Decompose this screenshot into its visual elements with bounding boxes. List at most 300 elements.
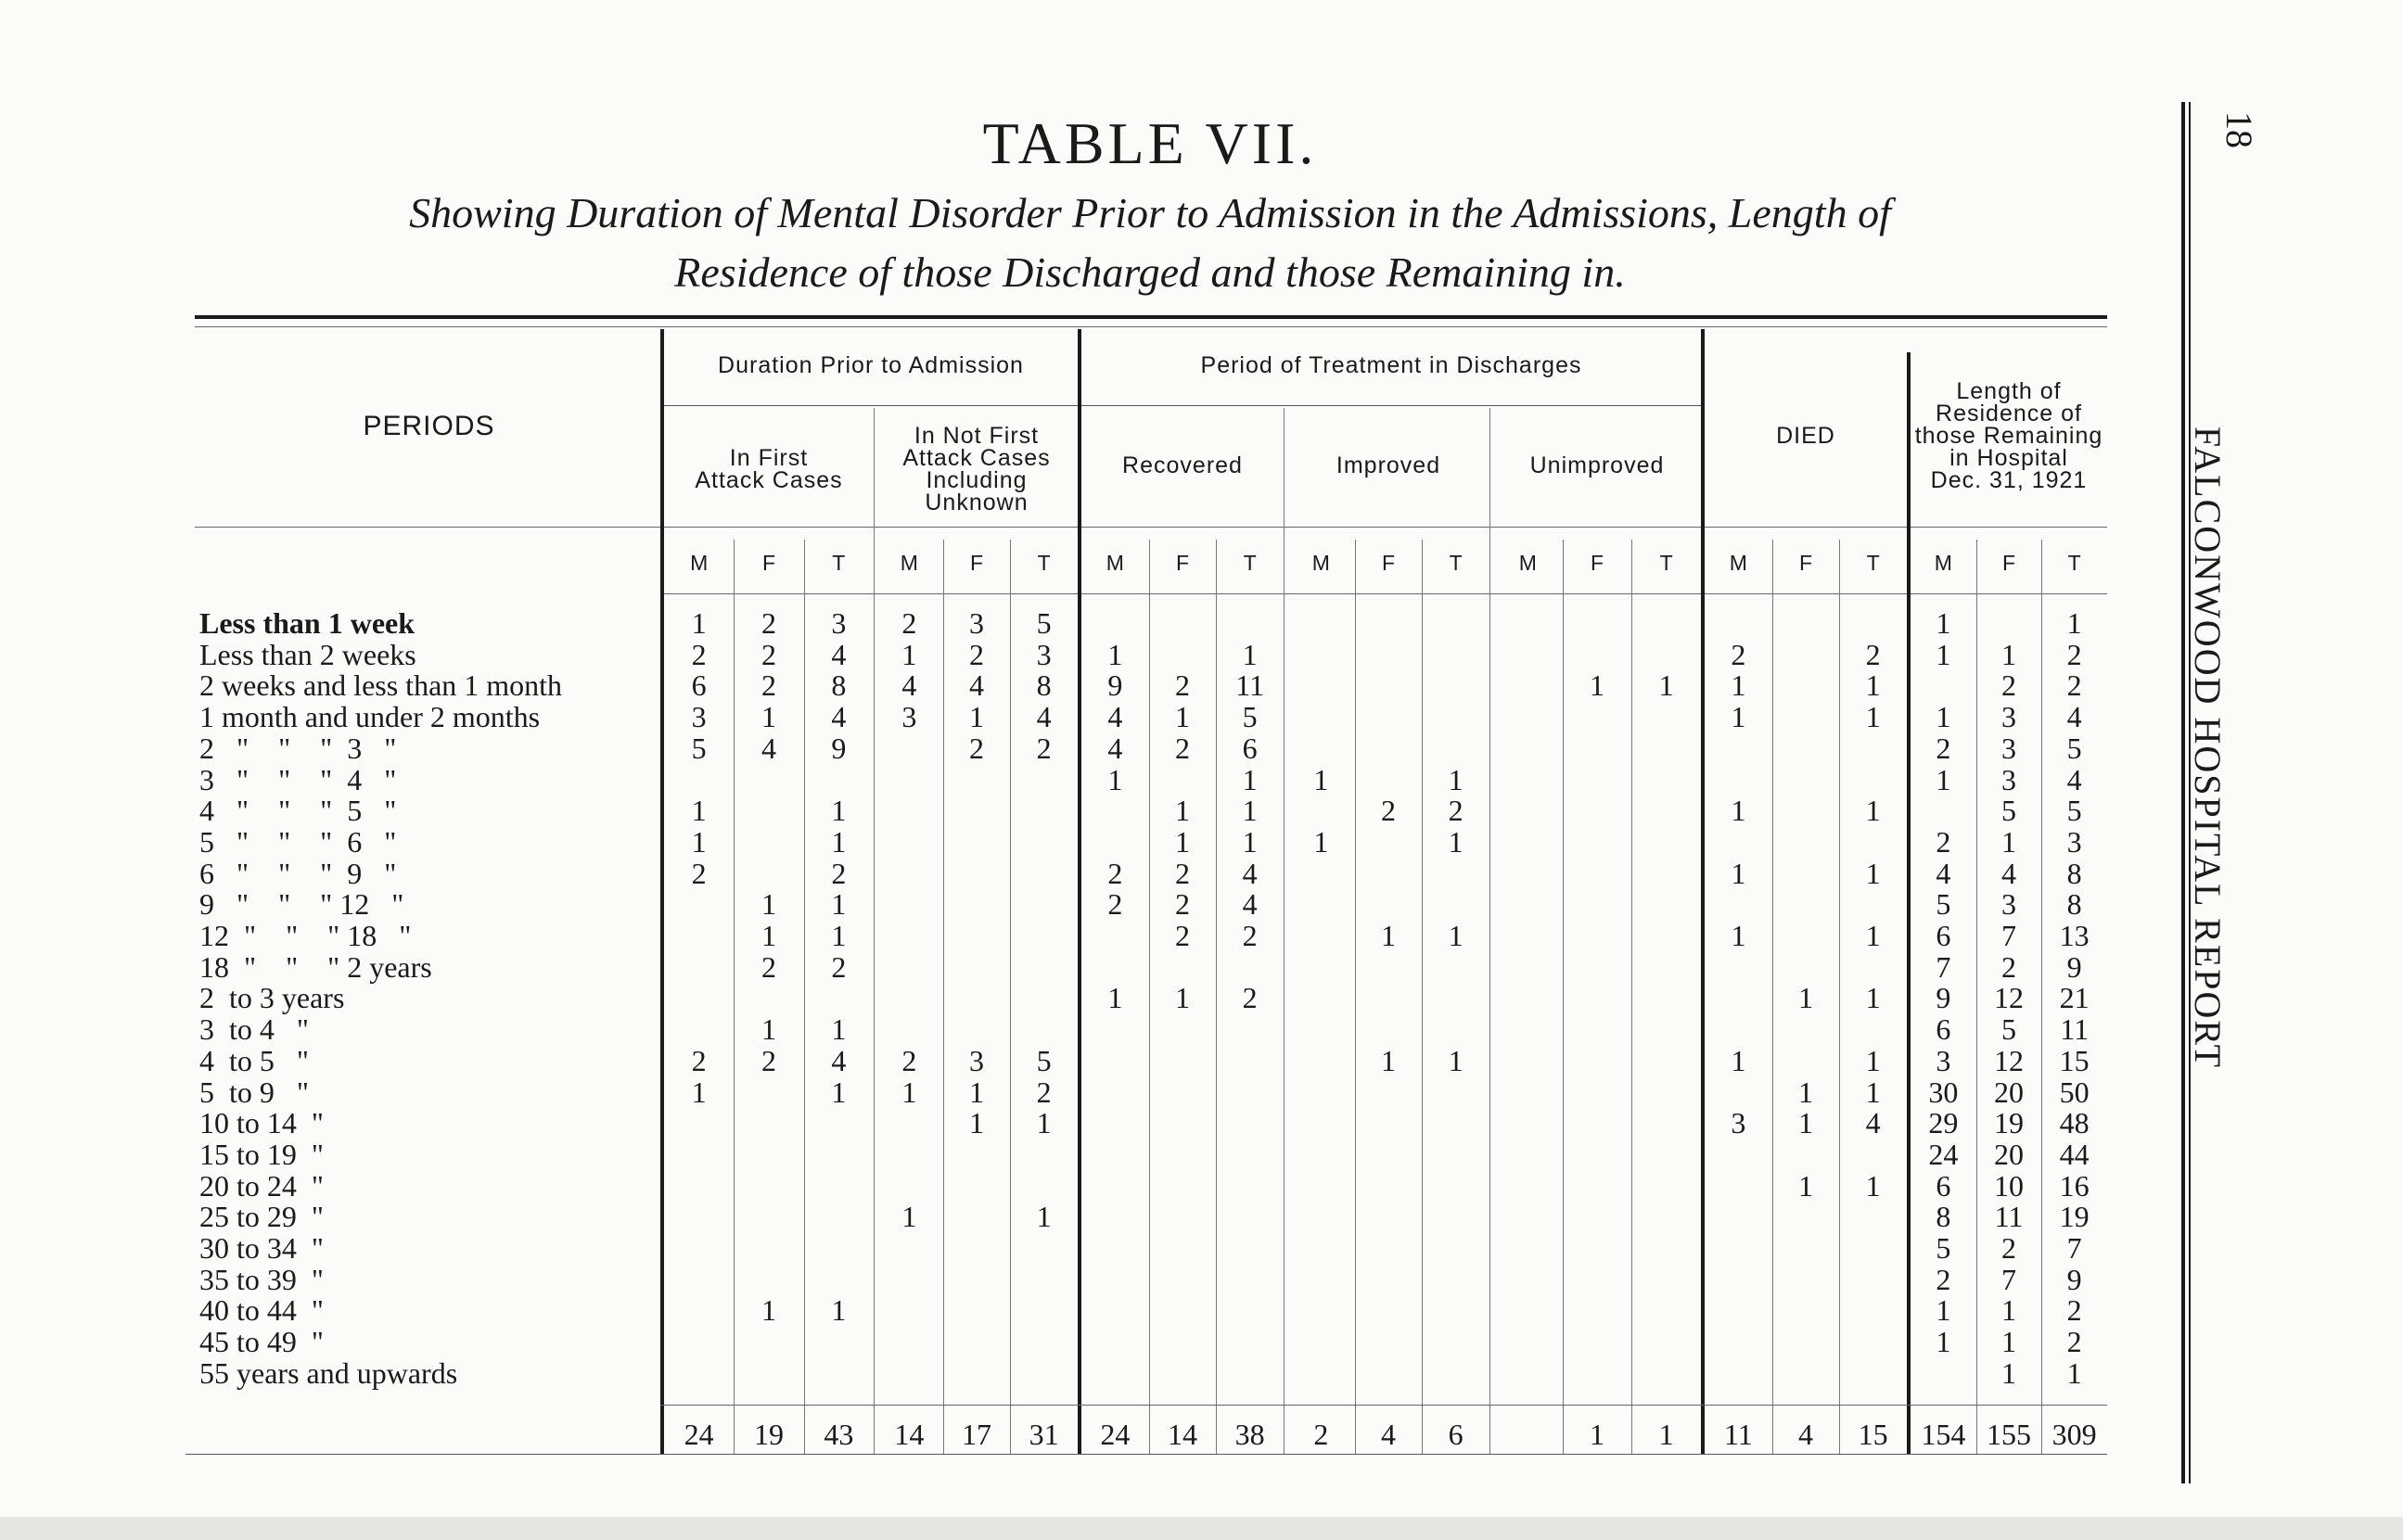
total-cell: 1 — [1590, 1418, 1604, 1451]
table-cell: 1 — [1731, 794, 1746, 828]
table-cell: 1 — [1107, 637, 1123, 671]
recovered-header: Recovered — [1122, 452, 1243, 478]
table-cell: 4 — [969, 668, 984, 703]
table-cell: 2 — [1036, 1075, 1052, 1109]
scan-edge — [0, 1517, 2403, 1540]
table-cell: 1 — [1036, 1106, 1052, 1140]
table-cell: 9 — [1936, 981, 1951, 1015]
table-cell: 2 — [691, 856, 707, 890]
length-residence-header — [1911, 380, 2107, 491]
col-header-11: T — [1449, 551, 1463, 575]
table-cell: 44 — [2059, 1137, 2090, 1171]
table-cell: 1 — [831, 919, 847, 952]
table-cell: 4 — [831, 637, 847, 671]
first-attack-header — [664, 447, 874, 491]
table-cell: 12 — [1994, 1043, 2024, 1077]
period-label: 1 month and under 2 months — [199, 700, 541, 734]
length-line-4: in Hospital — [1949, 445, 2068, 471]
column-divider — [1422, 540, 1423, 1454]
col-header-17: T — [1866, 551, 1880, 575]
table-cell: 1 — [1865, 1168, 1881, 1203]
table-cell: 13 — [2059, 919, 2090, 952]
table-cell: 2 — [2001, 949, 2016, 984]
table-cell: 3 — [969, 606, 984, 640]
side-running-title: FALCONWOOD HOSPITAL REPORT — [2187, 426, 2229, 1070]
period-label: 25 to 29 " — [199, 1200, 324, 1234]
table-cell: 6 — [1242, 731, 1258, 765]
table-cell: 1 — [969, 700, 984, 734]
table-cell: 1 — [1865, 856, 1881, 890]
col-header-8: T — [1243, 551, 1257, 575]
table-cell: 10 — [1994, 1168, 2024, 1203]
table-cell: 1 — [1381, 919, 1396, 952]
table-cell: 20 — [1994, 1137, 2024, 1171]
table-cell: 4 — [831, 700, 847, 734]
table-cell: 2 — [1036, 731, 1052, 765]
table-cell: 2 — [761, 606, 776, 640]
table-cell: 1 — [761, 919, 776, 952]
table-cell: 3 — [2001, 762, 2016, 796]
table-cell: 20 — [1994, 1075, 2024, 1109]
table-cell: 2 — [1242, 981, 1258, 1015]
group-divider — [1701, 329, 1705, 1454]
table-cell: 5 — [2001, 794, 2016, 828]
total-cell: 31 — [1029, 1418, 1059, 1451]
period-label: 40 to 44 " — [199, 1293, 324, 1328]
table-cell: 1 — [1242, 762, 1258, 796]
group-divider — [1078, 329, 1081, 1454]
column-divider — [734, 540, 735, 1454]
table-cell: 24 — [1928, 1137, 1959, 1171]
table-cell: 2 — [1865, 637, 1881, 671]
table-cell: 3 — [2066, 824, 2082, 859]
column-divider — [943, 540, 944, 1454]
table-cell: 1 — [1865, 794, 1881, 828]
table-cell: 2 — [2001, 1231, 2016, 1265]
table-cell: 16 — [2059, 1168, 2090, 1203]
column-divider — [1563, 540, 1564, 1454]
table-cell: 4 — [761, 731, 776, 765]
table-cell: 2 — [761, 668, 776, 703]
table-cell: 2 — [1381, 794, 1396, 828]
table-cell: 1 — [1865, 700, 1881, 734]
died-header: DIED — [1776, 423, 1835, 449]
table-cell: 1 — [691, 794, 707, 828]
periods-header: PERIODS — [363, 411, 495, 441]
table-cell: 4 — [831, 1043, 847, 1077]
col-header-0: M — [690, 551, 709, 575]
table-cell: 1 — [1107, 981, 1123, 1015]
period-label: Less than 1 week — [199, 606, 415, 640]
table-cell: 1 — [1936, 1325, 1951, 1359]
period-label: 20 to 24 " — [199, 1168, 324, 1203]
table-cell: 4 — [1107, 700, 1123, 734]
table-cell: 1 — [2001, 1325, 2016, 1359]
table-cell: 1 — [969, 1106, 984, 1140]
table-cell: 2 — [691, 1043, 707, 1077]
table-cell: 2 — [901, 1043, 917, 1077]
total-cell: 154 — [1921, 1418, 1966, 1451]
table-cell: 1 — [1313, 762, 1329, 796]
table-cell: 21 — [2059, 981, 2090, 1015]
table-cell: 1 — [1936, 762, 1951, 796]
table-cell: 8 — [1036, 668, 1052, 703]
table-cell: 2 — [1731, 637, 1746, 671]
table-cell: 1 — [1175, 824, 1190, 859]
length-line-2: Residence of — [1936, 401, 2082, 426]
table-cell: 2 — [1936, 824, 1951, 859]
not-first-line-3: Including — [926, 467, 1028, 493]
table-cell: 5 — [2066, 731, 2082, 765]
table-cell: 2 — [831, 949, 847, 984]
table-cell: 2 — [831, 856, 847, 890]
table-cell: 1 — [1865, 981, 1881, 1015]
table-cell: 4 — [1242, 856, 1258, 890]
total-cell: 14 — [894, 1418, 925, 1451]
col-header-3: M — [900, 551, 918, 575]
table-cell: 1 — [1731, 919, 1746, 952]
table-cell: 2 — [1107, 856, 1123, 890]
table-cell: 1 — [831, 1293, 847, 1328]
table-cell: 2 — [2066, 1325, 2082, 1359]
table-cell: 3 — [1936, 1043, 1951, 1077]
table-cell: 3 — [2001, 731, 2016, 765]
col-header-4: F — [969, 551, 984, 575]
table-cell: 1 — [1175, 981, 1190, 1015]
column-divider — [1631, 540, 1632, 1454]
table-cell: 8 — [2066, 856, 2082, 890]
table-cell: 4 — [1036, 700, 1052, 734]
table-cell: 5 — [1036, 1043, 1052, 1077]
table-cell: 1 — [1731, 1043, 1746, 1077]
table-cell: 1 — [1798, 981, 1813, 1015]
total-cell: 24 — [1100, 1418, 1131, 1451]
period-label: 15 to 19 " — [199, 1137, 324, 1171]
table-cell: 1 — [2001, 637, 2016, 671]
table-cell: 6 — [1936, 1168, 1951, 1203]
not-first-line-4: Unknown — [925, 490, 1029, 515]
table-cell: 4 — [1865, 1106, 1881, 1140]
column-divider — [1976, 540, 1977, 1454]
column-divider — [1216, 540, 1217, 1454]
table-cell: 3 — [831, 606, 847, 640]
table-cell: 48 — [2059, 1106, 2090, 1140]
total-cell: 17 — [962, 1418, 991, 1451]
table-cell: 7 — [2001, 919, 2016, 952]
total-cell: 24 — [684, 1418, 714, 1451]
column-divider — [804, 540, 805, 1454]
first-attack-line-2: Attack Cases — [695, 467, 843, 493]
table-cell: 1 — [691, 824, 707, 859]
table-cell: 5 — [691, 731, 707, 765]
column-divider — [1284, 408, 1285, 1454]
col-header-15: M — [1729, 551, 1747, 575]
table-cell: 9 — [2066, 1262, 2082, 1296]
table-cell: 2 — [901, 606, 917, 640]
table-cell: 1 — [1936, 637, 1951, 671]
col-header-5: T — [1037, 551, 1051, 575]
col-header-2: T — [832, 551, 846, 575]
not-first-line-2: Attack Cases — [902, 445, 1051, 471]
table-cell: 4 — [2066, 762, 2082, 796]
table-cell: 4 — [1242, 887, 1258, 922]
subtitle-line-1: Showing Duration of Mental Disorder Prior to Admission in the Admissions, Length of — [409, 189, 1891, 236]
table-cell: 6 — [1936, 919, 1951, 952]
top-rule-thin — [195, 326, 2107, 327]
table-cell: 2 — [1936, 731, 1951, 765]
table-cell: 5 — [1936, 887, 1951, 922]
period-label: 4 to 5 " — [199, 1043, 309, 1077]
table-cell: 7 — [2001, 1262, 2016, 1296]
period-label: 5 " " " 6 " — [199, 824, 397, 859]
table-cell: 1 — [1036, 1200, 1052, 1234]
table-cell: 4 — [1107, 731, 1123, 765]
length-line-1: Length of — [1956, 378, 2062, 404]
table-cell: 1 — [1242, 794, 1258, 828]
total-cell: 6 — [1448, 1418, 1464, 1451]
duration-prior-header: Duration Prior to Admission — [718, 352, 1024, 378]
bottom-rule — [185, 1454, 2107, 1455]
table-cell: 1 — [1865, 668, 1881, 703]
period-label: 6 " " " 9 " — [199, 856, 397, 890]
table-cell: 2 — [761, 1043, 776, 1077]
table-cell: 8 — [2066, 887, 2082, 922]
col-header-7: F — [1175, 551, 1190, 575]
table-cell: 1 — [901, 1075, 917, 1109]
table-cell: 9 — [2066, 949, 2082, 984]
period-label: 2 " " " 3 " — [199, 731, 397, 765]
table-subtitle — [241, 184, 2059, 302]
table-cell: 1 — [831, 1075, 847, 1109]
period-label: 30 to 34 " — [199, 1231, 324, 1265]
table-cell: 1 — [1242, 824, 1258, 859]
table-cell: 1 — [1865, 1043, 1881, 1077]
table-cell: 1 — [1590, 668, 1604, 703]
table-cell: 3 — [969, 1043, 984, 1077]
table-cell: 2 — [969, 637, 984, 671]
table-cell: 9 — [1107, 668, 1123, 703]
table-cell: 1 — [1448, 824, 1464, 859]
period-treatment-header: Period of Treatment in Discharges — [1200, 352, 1582, 378]
table-cell: 11 — [1994, 1200, 2024, 1234]
table-cell: 1 — [1936, 606, 1951, 640]
table-cell: 1 — [2066, 1355, 2082, 1390]
table-cell: 1 — [1175, 700, 1190, 734]
table-cell: 2 — [761, 949, 776, 984]
table-cell: 2 — [1448, 794, 1464, 828]
length-line-5: Dec. 31, 1921 — [1930, 467, 2088, 493]
table-cell: 11 — [1235, 668, 1265, 703]
subtitle-line-2: Residence of those Discharged and those Remaining in. — [674, 248, 1626, 296]
period-label: 18 " " " 2 years — [199, 949, 432, 984]
period-label: 3 to 4 " — [199, 1012, 309, 1047]
table-cell: 4 — [1936, 856, 1951, 890]
col-header-9: M — [1311, 551, 1330, 575]
total-cell: 43 — [824, 1418, 854, 1451]
table-cell: 1 — [901, 1200, 917, 1234]
table-cell: 1 — [1381, 1043, 1396, 1077]
period-label: 9 " " " 12 " — [199, 887, 404, 922]
col-header-13: F — [1590, 551, 1604, 575]
table-cell: 2 — [1175, 856, 1190, 890]
table-cell: 5 — [1036, 606, 1052, 640]
total-cell: 19 — [754, 1418, 784, 1451]
total-cell: 38 — [1234, 1418, 1265, 1451]
total-cell: 1 — [1658, 1418, 1674, 1451]
table-cell: 7 — [2066, 1231, 2082, 1265]
table-cell: 1 — [2001, 1293, 2016, 1328]
table-cell: 2 — [1242, 919, 1258, 952]
table-cell: 3 — [2001, 887, 2016, 922]
table-cell: 6 — [1936, 1012, 1951, 1047]
table-cell: 1 — [901, 637, 917, 671]
table-cell: 3 — [2001, 700, 2016, 734]
table-cell: 3 — [691, 700, 707, 734]
table-cell: 4 — [2001, 856, 2016, 890]
table-cell: 2 — [691, 637, 707, 671]
table-cell: 2 — [2066, 1293, 2082, 1328]
table-cell: 2 — [2066, 637, 2082, 671]
table-cell: 4 — [2066, 700, 2082, 734]
table-cell: 1 — [969, 1075, 984, 1109]
table-cell: 30 — [1928, 1075, 1959, 1109]
table-cell: 2 — [1175, 887, 1190, 922]
table-cell: 1 — [1448, 1043, 1464, 1077]
period-label: 55 years and upwards — [199, 1355, 458, 1390]
table-cell: 2 — [2001, 668, 2016, 703]
table-cell: 2 — [1107, 887, 1123, 922]
mft-bottom-rule — [660, 593, 2107, 594]
table-cell: 1 — [761, 1012, 776, 1047]
total-cell: 14 — [1168, 1418, 1197, 1451]
table-cell: 1 — [761, 700, 776, 734]
col-header-18: M — [1934, 551, 1952, 575]
period-label: Less than 2 weeks — [199, 637, 416, 671]
table-cell: 11 — [2060, 1012, 2090, 1047]
column-divider — [1839, 540, 1840, 1454]
table-cell: 4 — [901, 668, 917, 703]
period-label: 4 " " " 5 " — [199, 794, 397, 828]
table-cell: 1 — [831, 794, 847, 828]
table-cell: 1 — [1798, 1168, 1813, 1203]
column-divider — [1010, 540, 1011, 1454]
table-cell: 7 — [1936, 949, 1951, 984]
table-cell: 3 — [1731, 1106, 1746, 1140]
table-cell: 1 — [831, 824, 847, 859]
column-divider — [2041, 540, 2042, 1454]
table-cell: 8 — [1936, 1200, 1951, 1234]
table-cell: 5 — [2001, 1012, 2016, 1047]
table-cell: 2 — [1175, 919, 1190, 952]
col-header-20: T — [2067, 551, 2081, 575]
table-cell: 1 — [2066, 606, 2082, 640]
table-cell: 29 — [1928, 1106, 1959, 1140]
period-label: 2 weeks and less than 1 month — [199, 668, 563, 703]
group-divider — [1907, 352, 1911, 1454]
table-cell: 5 — [1242, 700, 1258, 734]
table-cell: 1 — [691, 1075, 707, 1109]
table-cell: 1 — [1865, 1075, 1881, 1109]
table-cell: 2 — [2066, 668, 2082, 703]
page-number: 18 — [2218, 111, 2260, 148]
col-header-16: F — [1798, 551, 1813, 575]
table-cell: 1 — [1313, 824, 1329, 859]
table-cell: 1 — [761, 887, 776, 922]
period-label: 45 to 49 " — [199, 1325, 324, 1359]
treatment-underline — [1081, 405, 1701, 406]
table-cell: 1 — [1731, 668, 1746, 703]
table-cell: 1 — [831, 887, 847, 922]
column-divider — [1149, 540, 1150, 1454]
table-cell: 1 — [1107, 762, 1123, 796]
table-cell: 1 — [761, 1293, 776, 1328]
table-cell: 1 — [1658, 668, 1674, 703]
col-header-6: M — [1106, 551, 1124, 575]
table-cell: 5 — [2066, 794, 2082, 828]
col-header-10: F — [1381, 551, 1396, 575]
total-cell: 4 — [1381, 1418, 1396, 1451]
table-cell: 2 — [761, 637, 776, 671]
not-first-line-1: In Not First — [914, 423, 1040, 449]
col-header-14: T — [1659, 551, 1673, 575]
period-label: 2 to 3 years — [199, 981, 345, 1015]
col-header-1: F — [761, 551, 776, 575]
table-cell: 3 — [1036, 637, 1052, 671]
top-rule-thick — [195, 315, 2107, 319]
table-cell: 1 — [2001, 824, 2016, 859]
table-cell: 1 — [1448, 919, 1464, 952]
table-cell: 3 — [901, 700, 917, 734]
total-cell: 2 — [1313, 1418, 1329, 1451]
total-cell: 4 — [1798, 1418, 1813, 1451]
table-cell: 5 — [1936, 1231, 1951, 1265]
column-divider — [874, 408, 875, 1454]
table-cell: 2 — [1175, 668, 1190, 703]
total-cell: 15 — [1858, 1418, 1888, 1451]
table-cell: 2 — [1936, 1262, 1951, 1296]
col-header-19: F — [2001, 551, 2016, 575]
unimproved-header: Unimproved — [1529, 452, 1665, 478]
period-label: 35 to 39 " — [199, 1262, 324, 1296]
table-cell: 1 — [1798, 1106, 1813, 1140]
table-cell: 6 — [691, 668, 707, 703]
table-cell: 1 — [1936, 700, 1951, 734]
table-cell: 1 — [1448, 762, 1464, 796]
column-divider — [1489, 408, 1490, 1454]
column-divider — [1355, 540, 1356, 1454]
period-label: 3 " " " 4 " — [199, 762, 397, 796]
table-cell: 1 — [1865, 919, 1881, 952]
table-cell: 2 — [1175, 731, 1190, 765]
table-cell: 19 — [2059, 1200, 2090, 1234]
table-cell: 1 — [1936, 1293, 1951, 1328]
table-cell: 1 — [1242, 637, 1258, 671]
table-cell: 2 — [969, 731, 984, 765]
table-cell: 1 — [1731, 700, 1746, 734]
total-cell: 11 — [1723, 1418, 1753, 1451]
total-cell: 155 — [1987, 1418, 2031, 1451]
period-label: 5 to 9 " — [199, 1075, 309, 1109]
table-cell: 1 — [691, 606, 707, 640]
improved-header: Improved — [1336, 452, 1441, 478]
first-attack-line-1: In First — [729, 445, 809, 471]
table-cell: 15 — [2059, 1043, 2090, 1077]
column-divider — [1772, 540, 1773, 1454]
table-cell: 1 — [1798, 1075, 1813, 1109]
period-label: 12 " " " 18 " — [199, 919, 412, 952]
col-header-12: M — [1518, 551, 1537, 575]
table-cell: 1 — [831, 1012, 847, 1047]
